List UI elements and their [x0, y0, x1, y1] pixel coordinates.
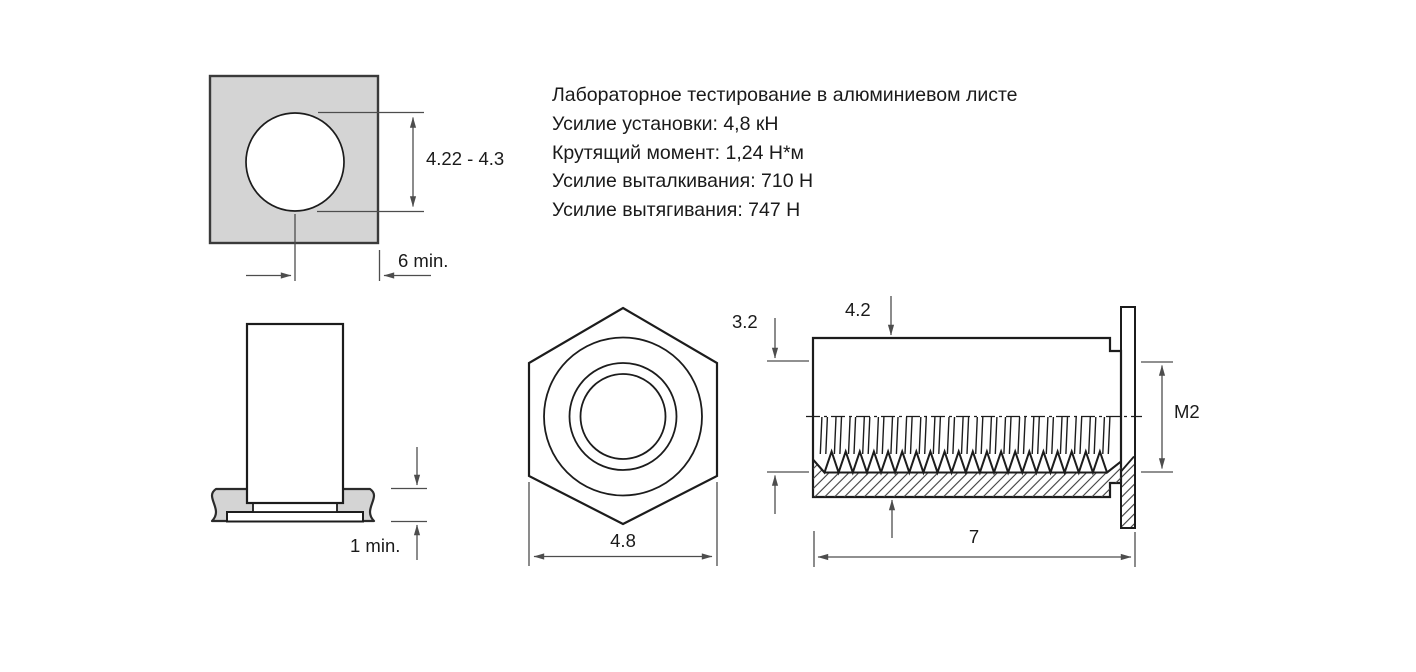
- hex-front-view: [529, 308, 717, 566]
- clinch-shank: [253, 503, 337, 512]
- test-results-title: Лабораторное тестирование в алюминиевом листе: [552, 84, 1018, 106]
- test-result-line: Крутящий момент: 1,24 Н*м: [552, 141, 804, 164]
- sheet-thickness-label: 1 min.: [350, 535, 401, 556]
- hex-outline: [529, 308, 717, 524]
- installed-side-view: [212, 324, 427, 560]
- test-result-line: Усилие выталкивания: 710 Н: [552, 170, 814, 193]
- bore-diameter-label: 3.2: [732, 311, 758, 332]
- hole-diameter-label: 4.22 - 4.3: [426, 148, 505, 169]
- overall-length-label: 7: [968, 526, 980, 547]
- bore-diameter-dimension: [767, 318, 809, 514]
- mounting-hole: [246, 113, 344, 211]
- test-result-line: Усилие установки: 4,8 кН: [552, 112, 779, 135]
- shank-diameter-label: 4.2: [845, 299, 871, 320]
- edge-distance-label: 6 min.: [398, 250, 449, 271]
- flange-head: [227, 512, 363, 522]
- test-result-line: Усилие вытягивания: 747 Н: [552, 199, 801, 222]
- lab-test-results: [552, 81, 1018, 225]
- thread-size-dimension: [1141, 362, 1173, 472]
- standoff-body: [247, 324, 343, 503]
- thread-size-label: M2: [1174, 401, 1200, 422]
- hex-width-label: 4.8: [610, 530, 636, 551]
